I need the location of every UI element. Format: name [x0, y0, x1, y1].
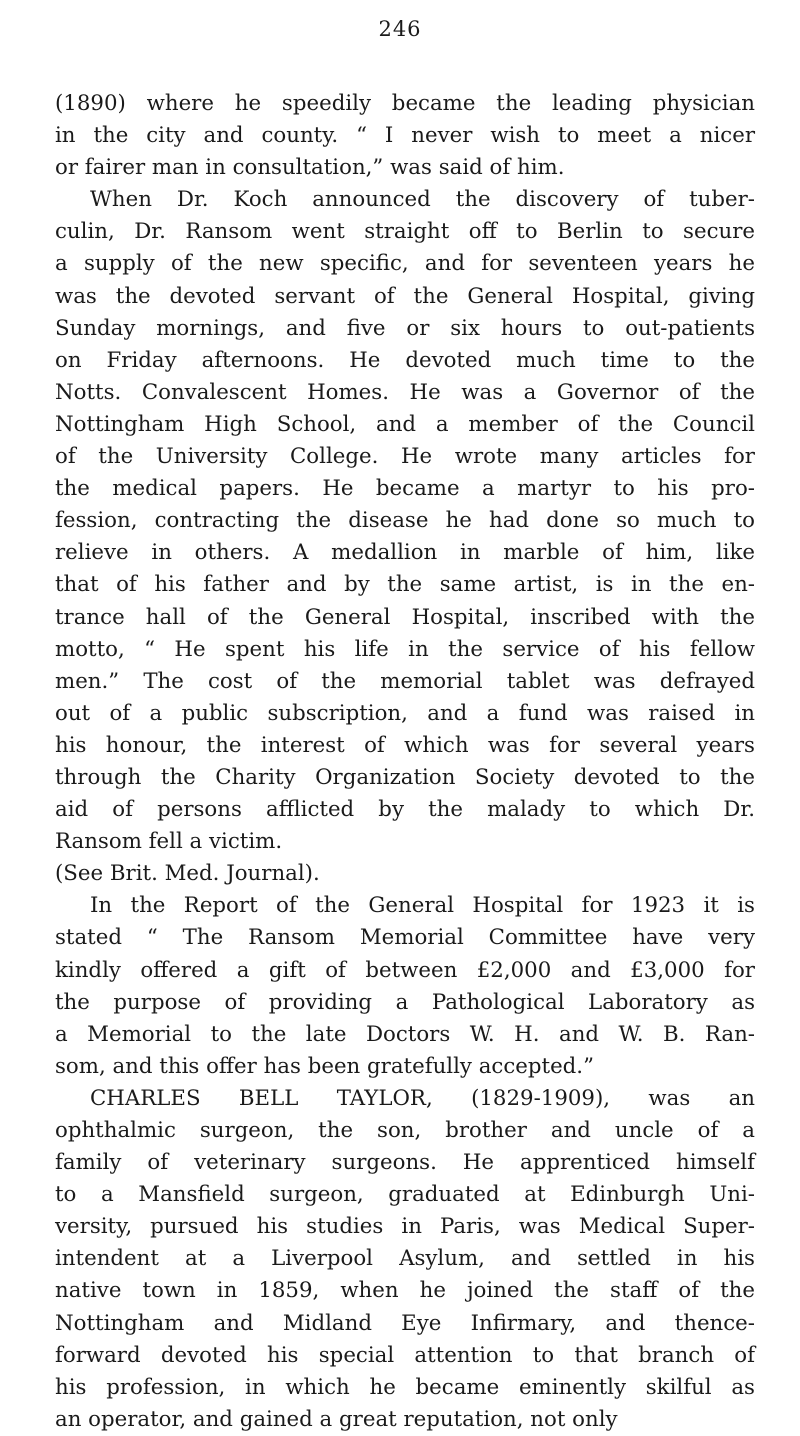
text-line: som, and this offer has been gratefully accepted.”	[55, 1053, 594, 1079]
body-text	[55, 88, 755, 1436]
text-line: Nottingham High School, and a member of the Council	[55, 411, 755, 437]
paragraph	[55, 88, 755, 184]
text-line: the medical papers. He became a martyr to his pro-	[55, 476, 755, 502]
text-line: stated “ The Ransom Memorial Committee have very	[55, 925, 755, 951]
text-line: intendent at a Liverpool Asylum, and settled in his	[55, 1246, 755, 1272]
text-line: the purpose of providing a Pathological Laboratory as	[55, 989, 755, 1015]
text-line: Nottingham and Midland Eye Infirmary, and thence-	[55, 1310, 755, 1336]
text-line: motto, “ He spent his life in the service of his fellow	[55, 636, 755, 662]
text-line: an operator, and gained a great reputation, not only	[55, 1406, 618, 1432]
text-line: fession, contracting the disease he had done so much to	[55, 508, 755, 534]
text-line: to a Mansfield surgeon, graduated at Edinburgh Uni-	[55, 1182, 755, 1208]
text-line: culin, Dr. Ransom went straight off to Berlin to secure	[55, 219, 755, 245]
text-line: men.” The cost of the memorial tablet was defrayed	[55, 668, 755, 694]
text-line: aid of persons afflicted by the malady to which Dr.	[55, 797, 755, 823]
text-line: Ransom fell a victim.	[55, 829, 283, 855]
text-line: relieve in others. A medallion in marble of him, like	[55, 540, 755, 566]
text-line: native town in 1859, when he joined the staff of the	[55, 1278, 755, 1304]
paragraph	[55, 890, 755, 1083]
paragraph	[55, 184, 755, 858]
text-line: his profession, in which he became eminently skilful as	[55, 1374, 755, 1400]
text-line: a Memorial to the late Doctors W. H. and W. B. Ran-	[55, 1021, 755, 1047]
text-line: versity, pursued his studies in Paris, was Medical Super-	[55, 1214, 755, 1240]
text-line: his honour, the interest of which was for several years	[55, 732, 755, 758]
text-line: Sunday mornings, and five or six hours to out-patients	[55, 315, 755, 341]
text-line: When Dr. Koch announced the discovery of tuber-	[90, 187, 755, 213]
text-line: Notts. Convalescent Homes. He was a Governor of the	[55, 379, 755, 405]
paragraph	[55, 858, 755, 890]
text-line: forward devoted his special attention to that branch of	[55, 1342, 755, 1368]
text-line: out of a public subscription, and a fund was raised in	[55, 700, 755, 726]
text-line: CHARLES BELL TAYLOR, (1829-1909), was an	[90, 1085, 755, 1111]
text-line: in the city and county. “ I never wish to meet a nicer	[55, 123, 755, 149]
text-line: of the University College. He wrote many articles for	[55, 444, 755, 470]
text-line: that of his father and by the same artist, is in the en-	[55, 572, 755, 598]
text-line: trance hall of the General Hospital, inscribed with the	[55, 604, 755, 630]
text-line: In the Report of the General Hospital for 1923 it is	[90, 893, 755, 919]
text-line: or fairer man in consultation,” was said of him.	[55, 155, 565, 181]
text-line: a supply of the new specific, and for seventeen years he	[55, 251, 755, 277]
text-line: through the Charity Organization Society devoted to the	[55, 764, 755, 790]
text-line: kindly offered a gift of between £2,000 and £3,000 for	[55, 957, 755, 983]
text-line: on Friday afternoons. He devoted much time to the	[55, 347, 755, 373]
text-line: ophthalmic surgeon, the son, brother and uncle of a	[55, 1118, 755, 1143]
paragraph	[55, 1083, 755, 1436]
page-number: 246	[378, 17, 422, 41]
text-line: (1890) where he speedily became the leading physician	[55, 91, 755, 116]
text-line: (See Brit. Med. Journal).	[55, 861, 320, 887]
text-line: family of veterinary surgeons. He apprenticed himself	[55, 1150, 755, 1176]
text-line: was the devoted servant of the General Hospital, giving	[55, 283, 755, 309]
